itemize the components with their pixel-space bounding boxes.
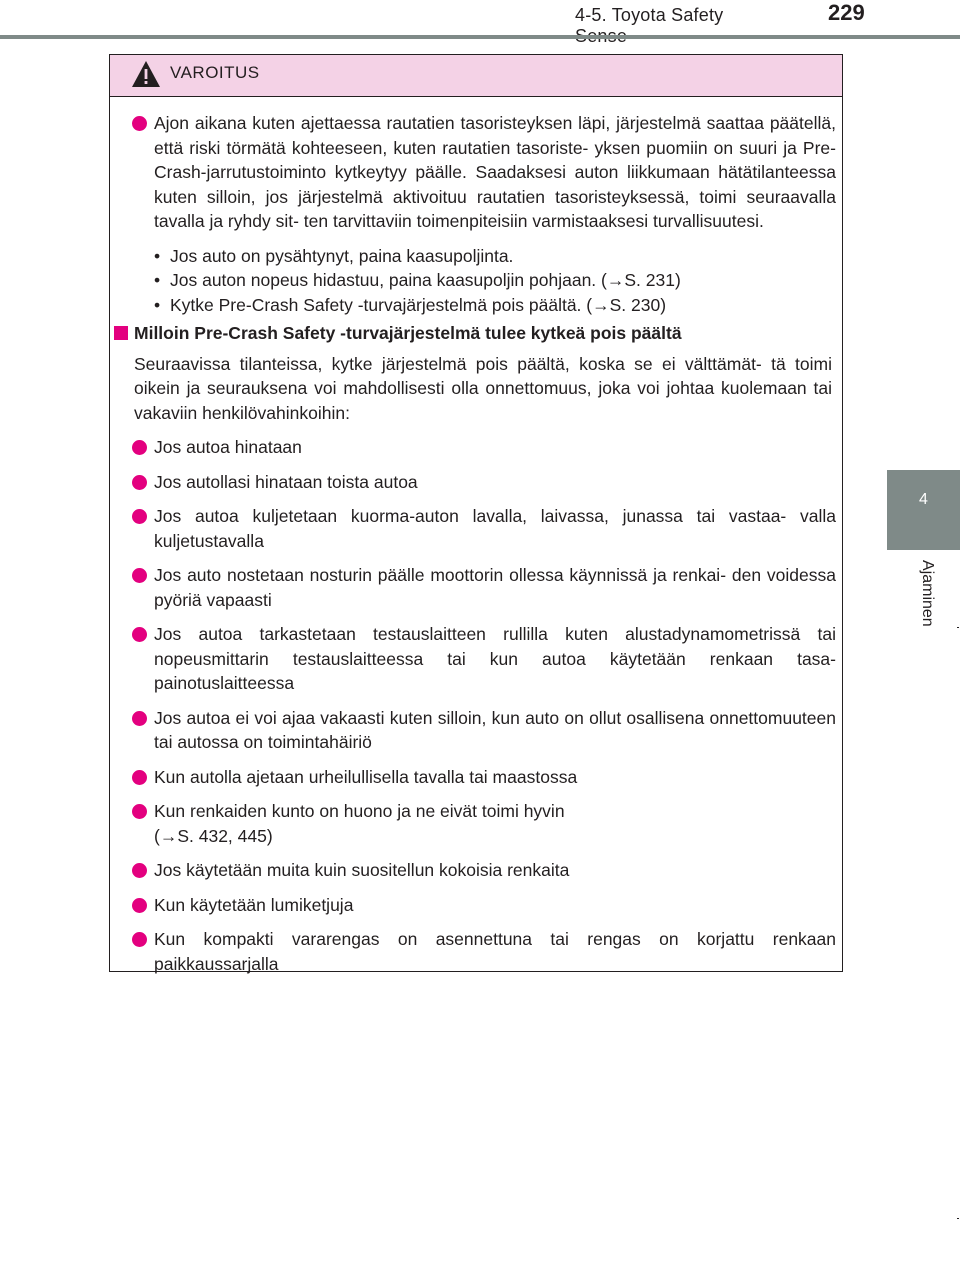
sub-item-text: Kytke Pre-Crash Safety -turvajärjestelmä pois päältä. (→S. 230) bbox=[170, 294, 667, 315]
list-item-text: Jos autoa kuljetetaan kuorma-auton lavalla, laivassa, junassa tai vastaa- bbox=[154, 506, 787, 526]
paragraph-line: johtaa kuolemaan tai vakaviin henkilövahinkoihin: bbox=[134, 378, 832, 423]
square-bullet-icon bbox=[114, 326, 128, 340]
list-item-text: Jos autollasi hinataan toista autoa bbox=[154, 471, 418, 492]
list-item-text: Jos autoa tarkastetaan testauslaitteen rullilla kuten alustadynamometrissä bbox=[154, 624, 801, 644]
section-heading-text: Milloin Pre-Crash Safety -turvajärjestelmä tulee kytkeä pois päältä bbox=[134, 323, 682, 343]
sub-item-text: Jos auto on pysähtynyt, paina kaasupoljinta. bbox=[170, 245, 514, 266]
intro-line: yksen puomiin on suuri ja Pre-Crash-jarrutustoiminto kytkeytyy päälle. bbox=[154, 137, 836, 182]
bullet-dot-icon bbox=[132, 770, 147, 785]
bullet-dot-icon bbox=[132, 116, 147, 131]
paragraph-line: Seuraavissa tilanteissa, kytke järjestelmä pois päältä, koska se ei välttämät- bbox=[134, 353, 762, 374]
list-item bbox=[110, 622, 842, 696]
page-number: 229 bbox=[828, 0, 865, 25]
list-item-text: Kun kompakti vararengas on asennettuna tai rengas on korjattu renkaan bbox=[154, 929, 836, 949]
warning-header bbox=[110, 55, 842, 97]
bullet-dot-icon bbox=[132, 440, 147, 455]
list-item bbox=[110, 858, 842, 883]
bullet-dot-icon bbox=[132, 863, 147, 878]
sub-bullet: • bbox=[154, 294, 161, 315]
list-item bbox=[110, 927, 842, 976]
warning-box bbox=[109, 54, 843, 972]
list-item bbox=[110, 504, 842, 553]
intro-line: saattaa päätellä, että riski törmätä kohteeseen, kuten rautatien tasoriste- bbox=[154, 113, 836, 158]
list-item bbox=[110, 893, 842, 918]
sub-item-text: Jos auton nopeus hidastuu, paina kaasupoljin pohjaan. (→S. 231) bbox=[170, 270, 681, 290]
paragraph-line: tä toimi oikein ja seurauksena voi mahdollisesti olla onnettomuus, joka voi bbox=[134, 353, 832, 398]
warning-content bbox=[110, 98, 842, 986]
margin-tick bbox=[957, 627, 959, 628]
chapter-label: Ajaminen bbox=[919, 560, 936, 627]
list-item-text: tai nopeusmittarin testauslaitteessa tai kun autoa käytetään renkaan tasa- bbox=[154, 624, 836, 669]
list-item-text: valla kuljetustavalla bbox=[154, 506, 836, 551]
intro-line: aktivoituu rautatien tasoristeyksessä, toimi seuraavalla tavalla ja ryhdy sit- bbox=[154, 186, 836, 231]
list-item-text: Jos autoa ei voi ajaa vakaasti kuten silloin, kun auto on ollut osallisena bbox=[154, 707, 705, 728]
list-item-text: Kun käytetään lumiketjuja bbox=[154, 894, 354, 915]
bullet-dot-icon bbox=[132, 804, 147, 819]
list-item-text: den voidessa pyöriä vapaasti bbox=[154, 565, 836, 610]
list-item-text: Kun renkaiden kunto on huono ja ne eivät toimi hyvin bbox=[154, 801, 565, 821]
list-item bbox=[110, 765, 842, 790]
list-item-text: Jos auto nostetaan nosturin päälle moottorin ollessa käynnissä ja renkai- bbox=[154, 565, 727, 585]
list-item bbox=[110, 563, 842, 612]
list-item bbox=[110, 435, 842, 460]
intro-line: Ajon aikana kuten ajettaessa rautatien tasoristeyksen läpi, järjestelmä bbox=[154, 113, 701, 133]
page-reference-link[interactable]: (→S. 432, 445) bbox=[154, 825, 273, 846]
margin-tick bbox=[957, 1218, 959, 1219]
warning-title: VAROITUS bbox=[170, 63, 260, 82]
bullet-dot-icon bbox=[132, 711, 147, 726]
list-item bbox=[110, 706, 842, 755]
intro-line: Saadaksesi auton liikkumaan hätätilanteessa kuten silloin, jos järjestelmä bbox=[154, 162, 837, 207]
bullet-dot-icon bbox=[132, 898, 147, 913]
section-paragraph bbox=[110, 352, 842, 426]
bullet-dot-icon bbox=[132, 509, 147, 524]
sub-item bbox=[110, 244, 842, 269]
sub-bullet: • bbox=[154, 270, 161, 290]
intro-line: ten tarvittaviin toimenpiteisiin varmistaaksesi turvallisuutesi. bbox=[303, 211, 764, 231]
list-item-text: Jos autoa hinataan bbox=[154, 437, 302, 457]
bullet-dot-icon bbox=[132, 475, 147, 490]
list-item-text: onnettomuuteen tai autossa on toimintahäiriö bbox=[154, 707, 836, 752]
bullet-dot-icon bbox=[132, 627, 147, 642]
section-title: 4-5. Toyota Safety bbox=[575, 5, 724, 25]
list-item-text: paikkaussarjalla bbox=[154, 953, 279, 974]
list-item-text: painotuslaitteessa bbox=[154, 673, 295, 693]
sub-bullet: • bbox=[154, 245, 161, 266]
list-item bbox=[110, 799, 842, 848]
header-rule bbox=[0, 35, 960, 39]
list-item-text: Jos käytetään muita kuin suositellun kokoisia renkaita bbox=[154, 860, 570, 880]
sub-item bbox=[110, 268, 842, 293]
warning-intro bbox=[110, 111, 842, 234]
list-item-text: Kun autolla ajetaan urheilullisella tavalla tai maastossa bbox=[154, 766, 578, 787]
chapter-number: 4 bbox=[919, 491, 928, 508]
section-heading bbox=[110, 321, 842, 346]
chapter-tab[interactable] bbox=[887, 470, 960, 550]
warning-triangle-icon bbox=[131, 60, 161, 88]
bullet-dot-icon bbox=[132, 568, 147, 583]
list-item bbox=[110, 470, 842, 495]
sub-item bbox=[110, 293, 842, 318]
bullet-dot-icon bbox=[132, 932, 147, 947]
